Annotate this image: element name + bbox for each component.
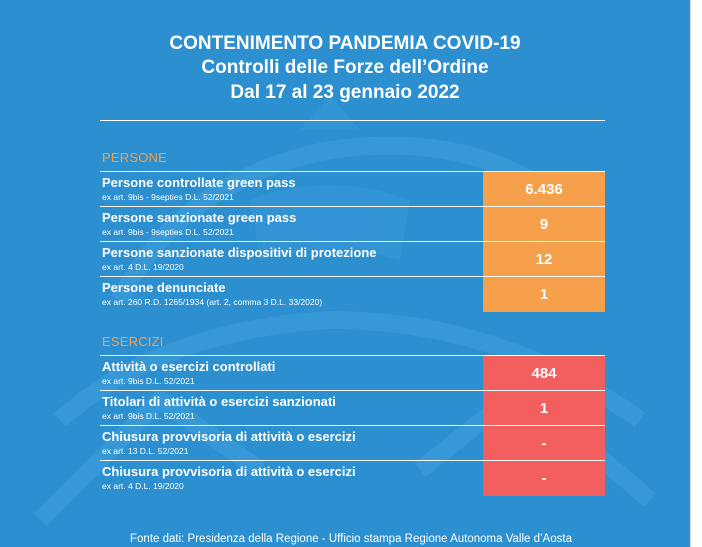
row-value: - — [483, 461, 605, 496]
table-row — [100, 242, 605, 277]
row-reference: ex art. 9bis - 9septies D.L. 52/2021 — [102, 227, 234, 237]
title-line-2: Controlli delle Forze dell’Ordine — [201, 57, 489, 78]
title-line-3: Dal 17 al 23 gennaio 2022 — [230, 82, 460, 103]
title-line-1: CONTENIMENTO PANDEMIA COVID-19 — [169, 33, 521, 54]
row-label: Persone sanzionate dispositivi di protezione — [102, 245, 377, 260]
row-reference: ex art. 9bis D.L. 52/2021 — [102, 411, 195, 421]
row-reference: ex art. 4 D.L. 19/2020 — [102, 262, 184, 272]
row-value: 12 — [483, 242, 605, 277]
row-label: Chiusura provvisoria di attività o esercizi — [102, 429, 356, 444]
row-value: 1 — [483, 391, 605, 426]
row-value: 484 — [483, 356, 605, 391]
divider — [100, 120, 605, 121]
table-row — [100, 207, 605, 242]
row-label: Persone denunciate — [102, 280, 226, 295]
row-reference: ex art. 13 D.L. 52/2021 — [102, 446, 189, 456]
row-label: Titolari di attività o esercizi sanzionati — [102, 394, 336, 409]
row-label: Persone controllate green pass — [102, 175, 296, 190]
row-value: 6.436 — [483, 172, 605, 207]
row-label: Attività o esercizi controllati — [102, 359, 276, 374]
table-row — [100, 172, 605, 207]
row-label: Chiusura provvisoria di attività o esercizi — [102, 464, 356, 479]
source-footer: Fonte dati: Presidenza della Regione - Ufficio stampa Regione Autonoma Valle d’Aosta — [130, 533, 572, 545]
table-row — [100, 391, 605, 426]
row-reference: ex art. 9bis D.L. 52/2021 — [102, 376, 195, 386]
row-value: 1 — [483, 277, 605, 312]
row-reference: ex art. 9bis - 9septies D.L. 52/2021 — [102, 192, 234, 202]
row-label: Persone sanzionate green pass — [102, 210, 297, 225]
table-row — [100, 426, 605, 461]
table-row — [100, 277, 605, 312]
row-value: - — [483, 426, 605, 461]
section-heading-persone: PERSONE — [102, 150, 167, 165]
row-reference: ex art. 4 D.L. 19/2020 — [102, 481, 184, 491]
row-reference: ex art. 260 R.D. 1265/1934 (art. 2, comma 3 D.L. 33/2020) — [102, 297, 323, 307]
page-edge — [690, 0, 702, 547]
row-value: 9 — [483, 207, 605, 242]
table-row — [100, 356, 605, 391]
section-heading-esercizi: ESERCIZI — [102, 334, 164, 349]
table-row — [100, 461, 605, 496]
